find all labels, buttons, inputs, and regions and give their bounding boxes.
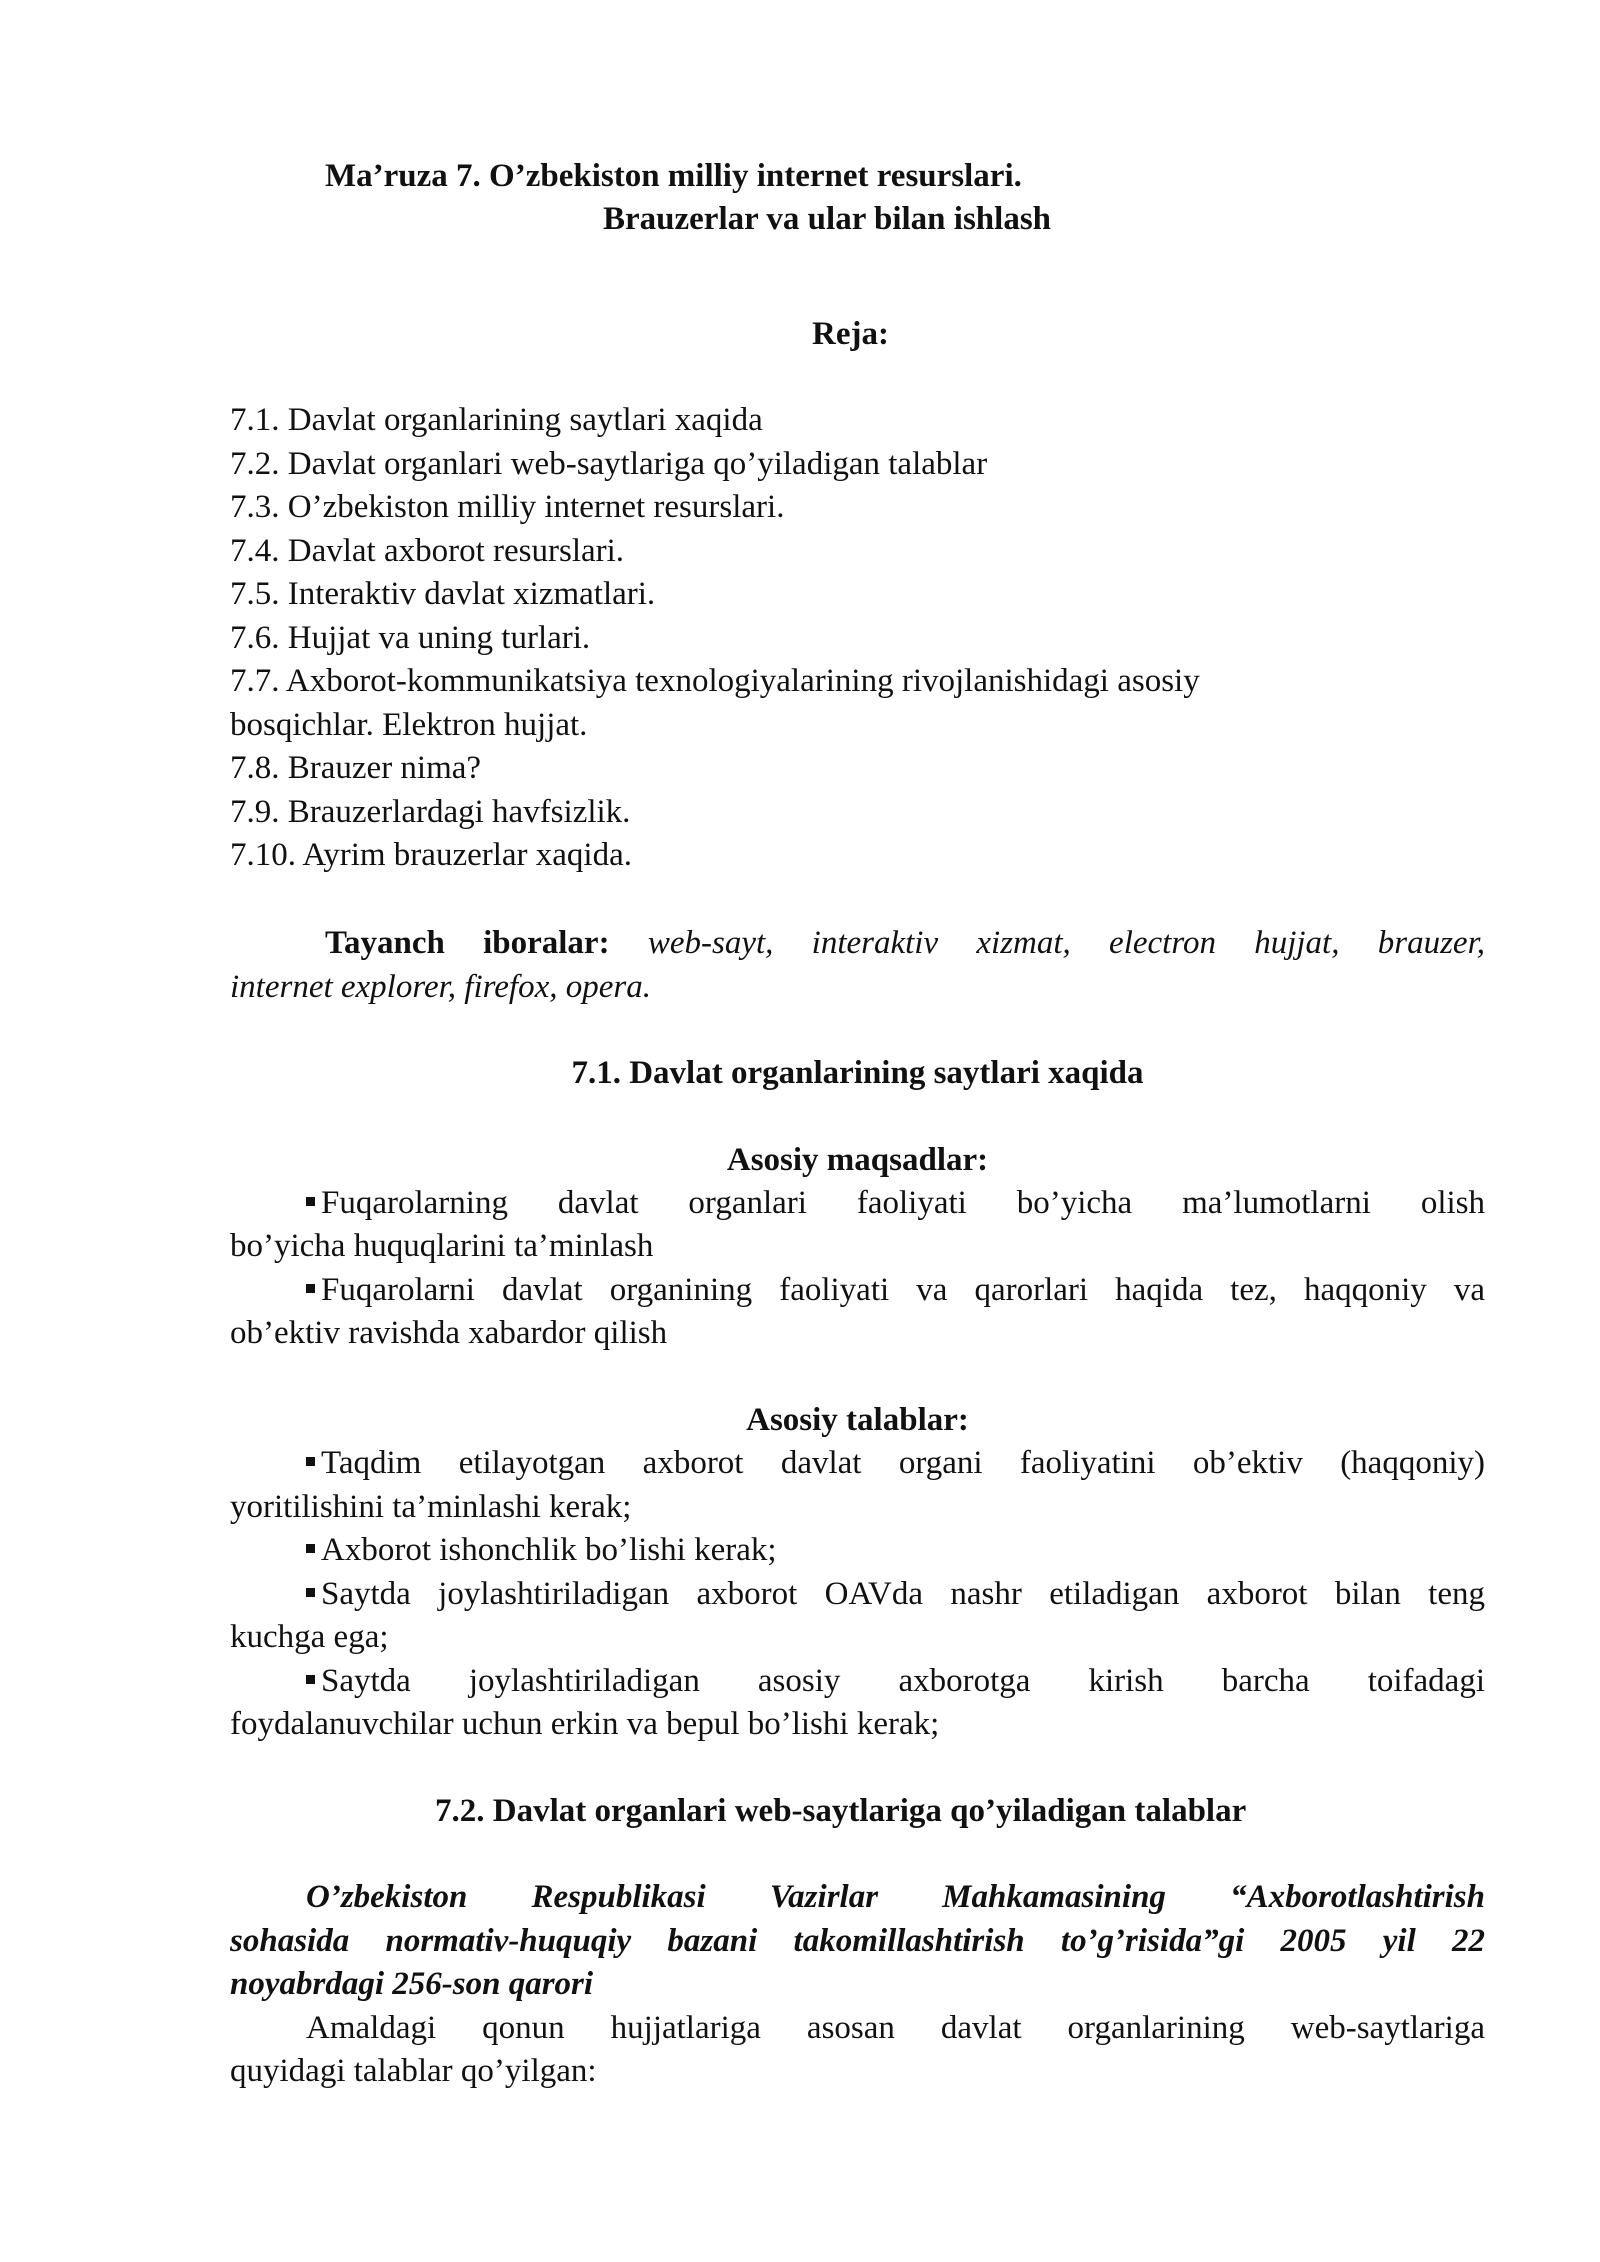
plan-item: 7.2. Davlat organlari web-saytlariga qo’yiladigan talablar [230, 445, 988, 482]
paragraph-line-2: quyidagi talablar qo’yilgan: [230, 2053, 597, 2089]
requirement-text: Axborot ishonchlik bo’lishi kerak; [321, 1532, 777, 1568]
requirement-item [306, 1660, 1485, 1704]
goal-item-continuation: bo’yicha huquqlarini ta’minlash [230, 1228, 654, 1264]
lecture-title-line-1: Ma’ruza 7. O’zbekiston milliy internet resurslari. [325, 158, 1022, 194]
goals-heading: Asosiy maqsadlar: [726, 1142, 989, 1178]
plan-item: 7.4. Davlat axborot resurslari. [230, 532, 625, 569]
plan-item: 7.8. Brauzer nima? [230, 750, 482, 786]
plan-item: 7.9. Brauzerlardagi havfsizlik. [230, 793, 631, 830]
requirement-item [306, 1529, 777, 1573]
plan-heading: Reja: [812, 316, 889, 352]
bullet-square-icon [306, 1675, 315, 1684]
decree-line-3: noyabrdagi 256-son qarori [230, 1966, 594, 2002]
section-heading-7-2: 7.2. Davlat organlari web-saytlariga qo’yiladigan talablar [435, 1793, 1247, 1829]
requirement-text: Saytda joylashtiriladigan axborot OAVda nashr etiladigan axborot bilan teng [321, 1576, 1485, 1612]
requirement-item [306, 1573, 1485, 1617]
plan-item: bosqichlar. Elektron hujjat. [230, 706, 588, 743]
paragraph-line-1: Amaldagi qonun hujjatlariga asosan davlat organlarining web-saytlariga [306, 2010, 1485, 2046]
bullet-square-icon [306, 1284, 315, 1293]
keywords-label: Tayanch iboralar: [325, 925, 610, 961]
requirement-item-continuation: yoritilishini ta’minlashi kerak; [230, 1489, 632, 1525]
requirement-item-continuation: kuchga ega; [230, 1619, 389, 1655]
decree-line-1: O’zbekiston Respublikasi Vazirlar Mahkamasining “Axborotlashtirish [306, 1879, 1485, 1915]
requirement-text: Saytda joylashtiriladigan asosiy axborotga kirish barcha toifadagi [321, 1663, 1485, 1699]
decree-line-2: sohasida normativ-huquqiy bazani takomillashtirish to’g’risida”gi 2005 yil 22 [230, 1923, 1485, 1959]
goal-text: Fuqarolarning davlat organlari faoliyati bo’yicha ma’lumotlarni olish [321, 1185, 1485, 1221]
bullet-square-icon [306, 1588, 315, 1597]
keywords-line-1 [325, 922, 1485, 966]
lecture-title-line-2: Brauzerlar va ular bilan ishlash [603, 201, 1052, 237]
goal-item [306, 1182, 1485, 1226]
plan-item: 7.3. O’zbekiston milliy internet resurslari. [230, 489, 785, 525]
section-heading-7-1: 7.1. Davlat organlarining saytlari xaqida [571, 1055, 1144, 1091]
bullet-square-icon [306, 1197, 315, 1206]
plan-item: 7.7. Axborot-kommunikatsiya texnologiyalarining rivojlanishidagi asosiy [230, 663, 1200, 699]
keywords-text: web-sayt, interaktiv xizmat, electron hujjat, brauzer, [647, 925, 1485, 961]
requirement-item-continuation: foydalanuvchilar uchun erkin va bepul bo’lishi kerak; [230, 1706, 940, 1742]
goal-item [306, 1269, 1485, 1313]
goal-text: Fuqarolarni davlat organining faoliyati va qarorlari haqida tez, haqqoniy va [321, 1272, 1485, 1308]
bullet-square-icon [306, 1544, 315, 1553]
plan-item: 7.10. Ayrim brauzerlar xaqida. [230, 837, 632, 873]
bullet-square-icon [306, 1457, 315, 1466]
plan-item: 7.6. Hujjat va uning turlari. [230, 619, 591, 656]
plan-item: 7.5. Interaktiv davlat xizmatlari. [230, 576, 656, 612]
plan-item: 7.1. Davlat organlarining saytlari xaqida [230, 402, 763, 438]
goal-item-continuation: ob’ektiv ravishda xabardor qilish [230, 1315, 668, 1351]
keywords-line-2: internet explorer, firefox, opera. [230, 969, 651, 1005]
requirement-item [306, 1442, 1485, 1486]
requirement-text: Taqdim etilayotgan axborot davlat organi faoliyatini ob’ektiv (haqqoniy) [321, 1445, 1485, 1481]
requirements-heading: Asosiy talablar: [746, 1402, 969, 1438]
